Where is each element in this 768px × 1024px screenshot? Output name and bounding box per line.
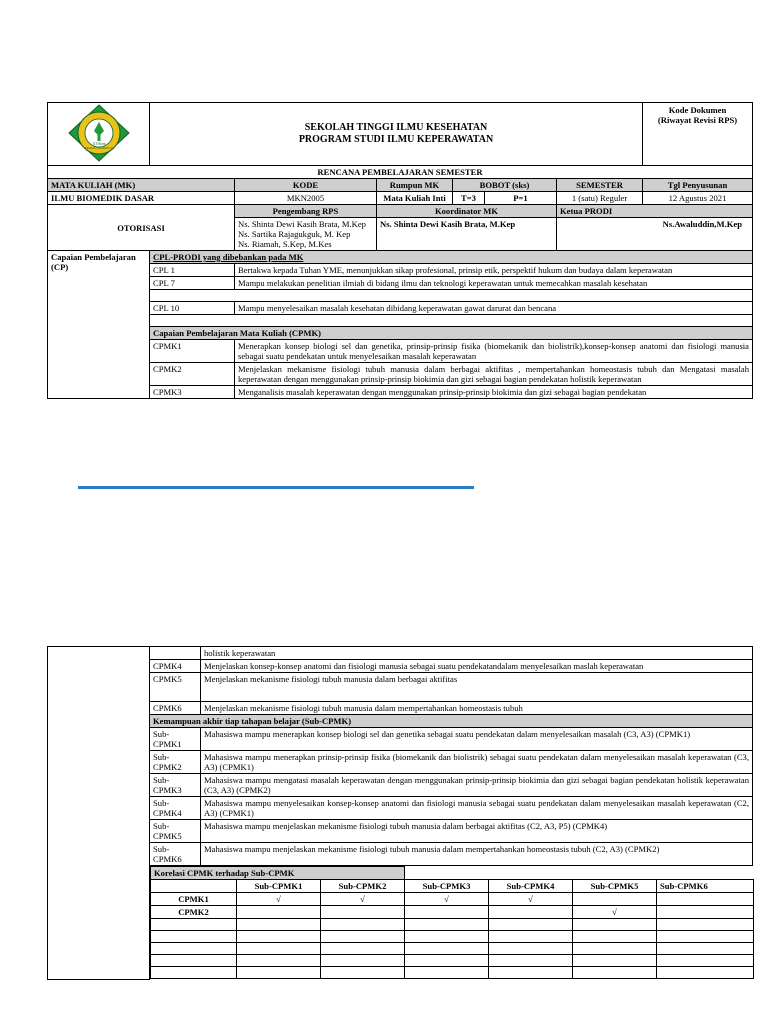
correlation-cell: √ xyxy=(237,893,321,906)
cpl-code: CPL 10 xyxy=(150,302,235,315)
subcpmk-text: Mahasiswa mampu menerapkan konsep biologi sel dan genetika sebagai suatu pendekatan dalam menyelesaikan masalah (C3, A3) (CPMK1) xyxy=(201,728,753,751)
cpmk-code: CPMK2 xyxy=(150,363,235,386)
correlation-col-sub-cpmk6: Sub-CPMK6 xyxy=(657,880,754,893)
developer-2: Ns. Sartika Rajagukguk, M. Kep xyxy=(238,229,351,239)
correlation-cell xyxy=(237,919,321,931)
correlation-cell xyxy=(573,919,657,931)
correlation-cell: √ xyxy=(573,906,657,919)
coordinator-name: Ns. Shinta Dewi Kasih Brata, M.Kep xyxy=(377,218,557,251)
cpl-text: Bertakwa kepada Tuhan YME, menunjukkan sikap profesional, prinsip etik, perspektif hukum dan budaya dalam keperawatan xyxy=(235,264,753,277)
correlation-cell xyxy=(321,919,405,931)
correlation-cell xyxy=(321,967,405,979)
header-bobot: BOBOT (sks) xyxy=(453,179,557,192)
correlation-cell: √ xyxy=(405,893,489,906)
correlation-col-sub-cpmk1: Sub-CPMK1 xyxy=(237,880,321,893)
header-mata-kuliah: MATA KULIAH (MK) xyxy=(48,179,235,192)
correlation-cell xyxy=(657,893,754,906)
correlation-cell: √ xyxy=(489,893,573,906)
rps-page-2 xyxy=(47,646,752,980)
correlation-cell xyxy=(573,943,657,955)
cpl-code: CPL 7 xyxy=(150,277,235,290)
correlation-cell xyxy=(489,919,573,931)
correlation-cell xyxy=(237,943,321,955)
correlation-cell xyxy=(489,943,573,955)
cpmk-continuation: holistik keperawatan xyxy=(201,647,753,660)
correlation-col-sub-cpmk5: Sub-CPMK5 xyxy=(573,880,657,893)
course-rumpun: Mata Kuliah Inti xyxy=(377,192,453,205)
correlation-cell xyxy=(657,919,754,931)
rps-table-page2 xyxy=(47,646,753,980)
blank-row xyxy=(150,315,753,327)
correlation-cell xyxy=(573,893,657,906)
developer-3: Ns. Riamah, S.Kep, M.Kes xyxy=(238,239,332,249)
correlation-corner xyxy=(151,880,237,893)
left-blank-column xyxy=(48,647,150,980)
cpmk-text: Menjelaskan mekanisme fisiologi tubuh manusia dalam berbagai aktifitas , mempertahankan homeostasis tubuh dan Mengatasi masalah keperawatan dengan menggunakan prinsip-prinsip biokimia dan gizi sebagai bagian pendekatan holistik keperawatan xyxy=(235,363,753,386)
correlation-row-label: CPMK2 xyxy=(151,906,237,919)
institution-name: SEKOLAH TINGGI ILMU KESEHATAN xyxy=(304,122,488,133)
subcpmk-text: Mahasiswa mampu menerapkan prinsip-prinsip fisika (biomekanik dan biolistrik) sebagai suatu pendekatan dalam menyelesaikan masalah keperawatan (C3, A3) (CPMK1) xyxy=(201,751,753,774)
correlation-cell xyxy=(405,919,489,931)
header-semester: SEMESTER xyxy=(557,179,643,192)
cpmk-text: Menjelaskan konsep-konsep anatomi dan fisiologi manusia sebagai suatu pendekatandalam menyelesaikan maslah keperawatan xyxy=(201,660,753,673)
correlation-cell: √ xyxy=(321,893,405,906)
otorisasi-label: OTORISASI xyxy=(48,205,235,251)
subcpmk-code: Sub-CPMK6 xyxy=(150,843,201,866)
correlation-table xyxy=(150,866,754,979)
correlation-row-label xyxy=(151,967,237,979)
institution-logo-cell xyxy=(48,103,150,166)
cpmk-code: CPMK3 xyxy=(150,386,235,399)
correlation-cell xyxy=(321,906,405,919)
correlation-cell xyxy=(573,955,657,967)
correlation-cell xyxy=(573,967,657,979)
subcpmk-text: Mahasiswa mampu menyelesaikan konsep-konsep anatomi dan fisiologi manusia sebagai suatu pendekatan dalam menyelesaikan masalah keperawatan (C2, A3) (CPMK1) xyxy=(201,797,753,820)
cp-label: Capaian Pembelajaran (CP) xyxy=(48,251,150,399)
correlation-header: Korelasi CPMK terhadap Sub-CPMK xyxy=(151,867,405,880)
document-code-label: Kode Dokumen xyxy=(668,105,727,115)
program-name: PROGRAM STUDI ILMU KEPERAWATAN xyxy=(298,134,494,145)
cpmk-code: CPMK4 xyxy=(150,660,201,673)
correlation-cell xyxy=(657,967,754,979)
header-rumpun: Rumpun MK xyxy=(377,179,453,192)
subcpmk-code: Sub-CPMK3 xyxy=(150,774,201,797)
correlation-col-sub-cpmk3: Sub-CPMK3 xyxy=(405,880,489,893)
rps-table-page1 xyxy=(47,102,753,399)
cpmk-code: CPMK1 xyxy=(150,340,235,363)
correlation-cell xyxy=(657,955,754,967)
page-divider xyxy=(78,486,474,489)
subcpmk-text: Mahasiswa mampu menjelaskan mekanisme fisiologi tubuh manusia dalam berbagai aktifitas (C2, A3, P5) (CPMK4) xyxy=(201,820,753,843)
cpl-code: CPL 1 xyxy=(150,264,235,277)
head-name: Ns.Awaluddin,M.Kep xyxy=(557,218,753,251)
course-code: MKN2005 xyxy=(235,192,377,205)
correlation-section xyxy=(150,866,753,980)
cpl-header: CPL-PRODI yang dibebankan pada MK xyxy=(150,251,753,264)
course-name: ILMU BIOMEDIK DASAR xyxy=(48,192,235,205)
correlation-col-sub-cpmk4: Sub-CPMK4 xyxy=(489,880,573,893)
header-kode: KODE xyxy=(235,179,377,192)
rps-page-1 xyxy=(47,102,752,399)
correlation-cell xyxy=(657,931,754,943)
logo-text-top: STIKes xyxy=(91,141,106,146)
correlation-cell xyxy=(489,906,573,919)
correlation-cell xyxy=(657,906,754,919)
correlation-row-label xyxy=(151,919,237,931)
correlation-row-label xyxy=(151,931,237,943)
cpl-text: Mampu menyelesaikan masalah kesehatan dibidang keperawatan gawat darurat dan bencana xyxy=(235,302,753,315)
correlation-cell xyxy=(321,955,405,967)
correlation-cell xyxy=(405,967,489,979)
correlation-cell xyxy=(321,931,405,943)
subcpmk-code: Sub-CPMK5 xyxy=(150,820,201,843)
correlation-cell xyxy=(405,943,489,955)
cpmk-text: Menjelaskan mekanisme fisiologi tubuh manusia dalam berbagai aktifitas xyxy=(201,673,753,702)
header-tgl-penyusunan: Tgl Penyusunan xyxy=(643,179,753,192)
institution-logo xyxy=(66,103,132,163)
cpmk-text: Menerapkan konsep biologi sel dan genetika, prinsip-prinsip fisika (biomekanik dan biolistrik),konsep-konsep anatomi dan fisiologi manusia sebagai suatu pendekatan untuk menyelesaikan masalah keperawatan xyxy=(235,340,753,363)
logo-text-bottom: TENGKU MAHARATU xyxy=(84,146,113,150)
developer-label: Pengembang RPS xyxy=(235,205,377,218)
document-code-cell xyxy=(643,103,753,166)
correlation-col-sub-cpmk2: Sub-CPMK2 xyxy=(321,880,405,893)
correlation-row-label xyxy=(151,955,237,967)
head-label: Ketua PRODI xyxy=(557,205,753,218)
cpl-text: Mampu melakukan penelitian ilmiah di bidang ilmu dan teknologi keperawatan untuk memecahkan masalah kesehatan xyxy=(235,277,753,290)
course-sks-p: P=1 xyxy=(485,192,557,205)
course-semester: 1 (satu) Reguler xyxy=(557,192,643,205)
correlation-cell xyxy=(489,967,573,979)
correlation-cell xyxy=(489,931,573,943)
correlation-cell xyxy=(237,967,321,979)
correlation-cell xyxy=(237,906,321,919)
correlation-cell xyxy=(321,943,405,955)
correlation-cell xyxy=(657,943,754,955)
subcpmk-code: Sub-CPMK2 xyxy=(150,751,201,774)
subcpmk-code: Sub-CPMK4 xyxy=(150,797,201,820)
correlation-cell xyxy=(237,931,321,943)
institution-title-cell xyxy=(150,103,643,166)
correlation-cell xyxy=(237,955,321,967)
correlation-cell xyxy=(405,955,489,967)
developer-list xyxy=(235,218,377,251)
coordinator-label: Koordinator MK xyxy=(377,205,557,218)
correlation-row-label: CPMK1 xyxy=(151,893,237,906)
cpmk-code: CPMK5 xyxy=(150,673,201,702)
correlation-row-label xyxy=(151,943,237,955)
cpmk-text: Menjelaskan mekanisme fisiologi tubuh manusia dalam mempertahankan homeostasis tubuh xyxy=(201,702,753,715)
correlation-cell xyxy=(573,931,657,943)
cpmk-code: CPMK6 xyxy=(150,702,201,715)
rps-title: RENCANA PEMBELAJARAN SEMESTER xyxy=(48,166,753,179)
course-sks-t: T=3 xyxy=(453,192,485,205)
cpmk-text: Menganalisis masalah keperawatan dengan menggunakan prinsip-prinsip biokimia dan gizi sebagai bagian pendekatan xyxy=(235,386,753,399)
correlation-cell xyxy=(405,906,489,919)
document-revision-label: (Riwayat Revisi RPS) xyxy=(657,115,738,125)
correlation-cell xyxy=(405,931,489,943)
course-date: 12 Agustus 2021 xyxy=(643,192,753,205)
developer-1: Ns. Shinta Dewi Kasih Brata, M.Kep xyxy=(238,219,366,229)
blank-row xyxy=(150,290,753,302)
cpmk-header: Capaian Pembelajaran Mata Kuliah (CPMK) xyxy=(150,327,753,340)
correlation-cell xyxy=(489,955,573,967)
subcpmk-text: Mahasiswa mampu menjelaskan mekanisme fisiologi tubuh manusia dalam mempertahankan homeostasis tubuh (C2, A3) (CPMK2) xyxy=(201,843,753,866)
empty-code-cell xyxy=(150,647,201,660)
subcpmk-text: Mahasiswa mampu mengatasi masalah keperawatan dengan menggunakan prinsip-prinsip biokimia dan gizi sebagai bagian pendekatan holistik keperawatan (C3, A3) (CPMK2) xyxy=(201,774,753,797)
subcpmk-code: Sub-CPMK1 xyxy=(150,728,201,751)
correlation-header-blank xyxy=(405,867,754,880)
subcpmk-header: Kemampuan akhir tiap tahapan belajar (Sub-CPMK) xyxy=(150,715,753,728)
